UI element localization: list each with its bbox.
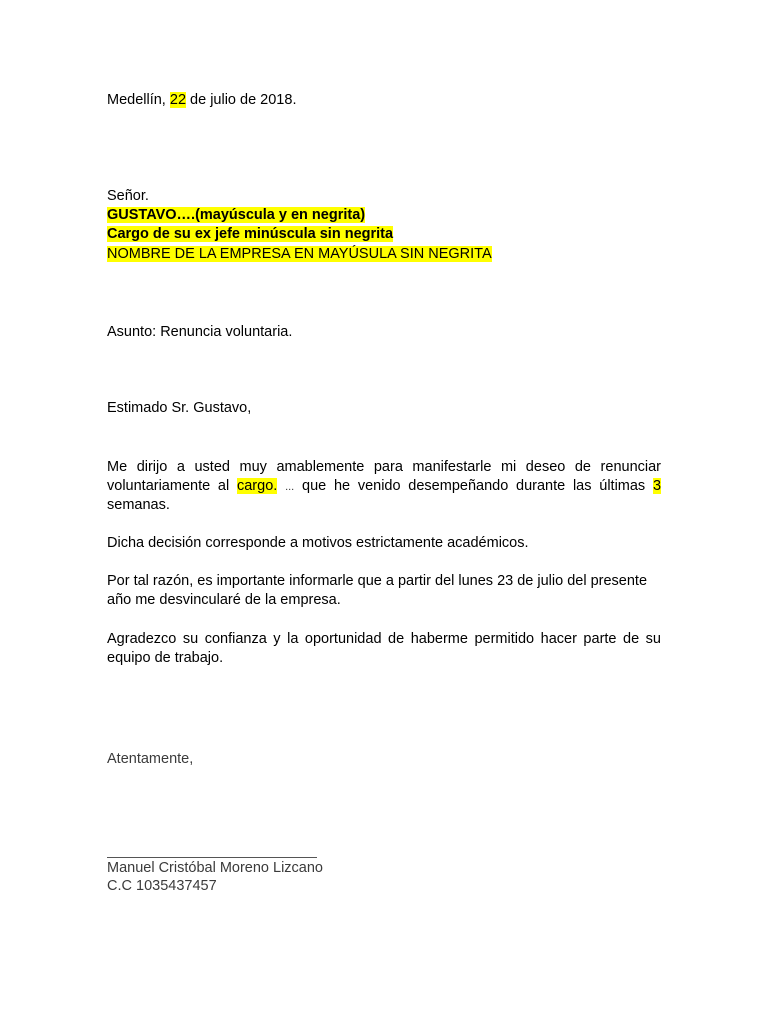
paragraph3-line2: año me desvincularé de la empresa. — [107, 592, 341, 608]
signature-name: Manuel Cristóbal Moreno Lizcano — [107, 860, 323, 876]
recipient-company-text: NOMBRE DE LA EMPRESA EN MAYÚSULA SIN NEGRITA — [107, 246, 492, 262]
paragraph1-line3: semanas. — [107, 497, 170, 513]
paragraph1-number: 3 — [652, 478, 662, 494]
recipient-position-text: Cargo de su ex jefe minúscula sin negrita — [107, 226, 394, 242]
signature-id: C.C 1035437457 — [107, 878, 217, 894]
paragraph4-line2: equipo de trabajo. — [107, 650, 224, 666]
paragraph2: Dicha decisión corresponde a motivos estrictamente académicos. — [107, 535, 529, 551]
date-line — [107, 91, 296, 110]
signature-line — [107, 857, 317, 858]
recipient-name-text: GUSTAVO….(mayúscula y en negrita) — [107, 207, 366, 223]
paragraph1-line2-mid: que he venido desempeñando durante las últimas — [302, 478, 646, 494]
paragraph1-line2-pre: voluntariamente al — [107, 478, 230, 494]
paragraph1-line1: Me dirijo a usted muy amablemente para manifestarle mi deseo de renunciar — [107, 459, 661, 475]
greeting: Estimado Sr. Gustavo, — [107, 400, 252, 416]
recipient-company — [107, 245, 492, 264]
date-day: 22 — [169, 92, 187, 108]
recipient-name — [107, 206, 365, 225]
subject-line: Asunto: Renuncia voluntaria. — [107, 324, 293, 340]
recipient-salutation: Señor. — [107, 188, 149, 204]
paragraph4-line1: Agradezco su confianza y la oportunidad de haberme permitido hacer parte de su — [107, 631, 661, 647]
paragraph3-line1: Por tal razón, es importante informarle que a partir del lunes 23 de julio del presente — [107, 573, 648, 589]
letter-page — [107, 0, 661, 1024]
closing: Atentamente, — [107, 751, 194, 767]
recipient-position — [107, 225, 393, 244]
paragraph1-ellipsis: ... — [285, 481, 295, 493]
paragraph1-line2 — [107, 477, 661, 497]
paragraph1-cargo: cargo. — [236, 478, 278, 494]
date-city: Medellín, — [107, 92, 166, 108]
date-rest: de julio de 2018. — [190, 92, 297, 108]
